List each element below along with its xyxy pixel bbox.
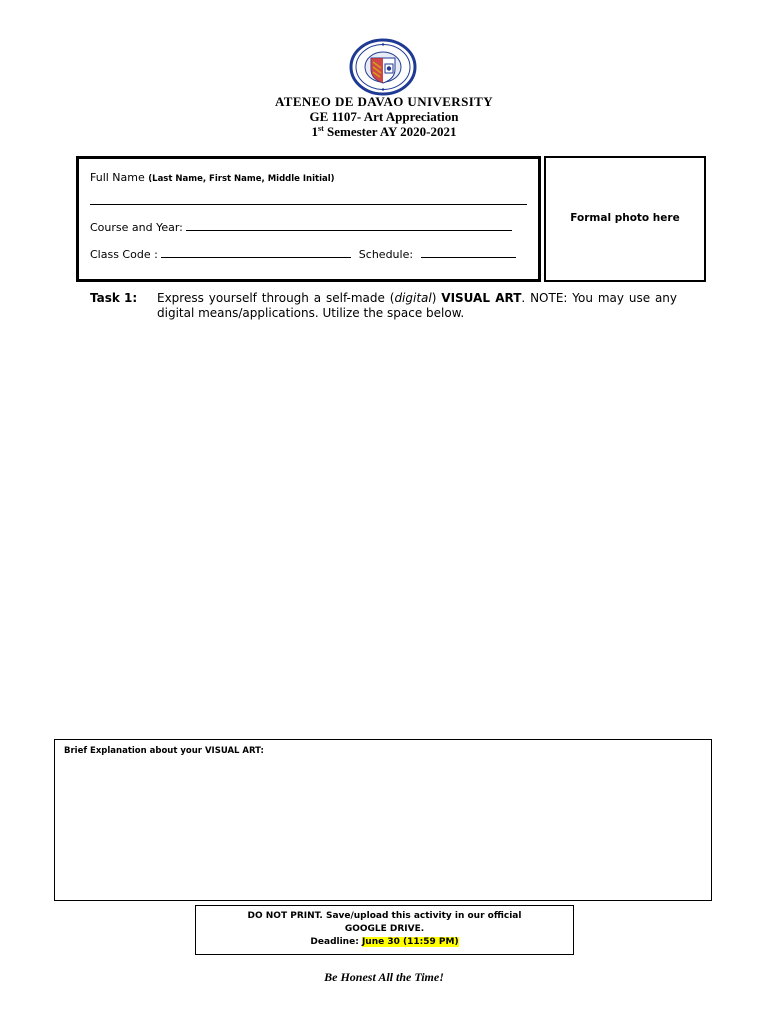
photo-box[interactable] — [544, 156, 706, 282]
university-seal — [349, 38, 417, 96]
course-title: GE 1107- Art Appreciation — [309, 109, 459, 124]
class-code-field[interactable] — [161, 249, 351, 258]
deadline-label: Deadline: — [310, 937, 362, 947]
semester-suffix: st — [317, 124, 324, 133]
explanation-label: Brief Explanation about your VISUAL ART: — [64, 746, 264, 756]
notice-line-2: GOOGLE DRIVE. — [344, 924, 425, 934]
deadline-value: June 30 (11:59 PM) — [361, 937, 459, 947]
schedule-label: Schedule: — [358, 248, 417, 261]
semester-number: 1 — [311, 124, 318, 139]
semester-line — [0, 124, 768, 140]
full-name-field[interactable] — [90, 195, 527, 208]
class-code-row — [90, 248, 516, 261]
course-year-row — [90, 221, 512, 234]
full-name-hint: (Last Name, First Name, Middle Initial) — [148, 174, 335, 184]
explanation-box[interactable] — [54, 739, 712, 901]
task-text-italic: digital — [394, 291, 432, 305]
class-code-label: Class Code : — [90, 248, 162, 261]
task-text-2: ) — [431, 291, 442, 305]
task-instructions — [157, 291, 677, 321]
notice-line-1: DO NOT PRINT. Save/upload this activity in our official — [247, 911, 522, 921]
task-text-3: . NOTE: You may use any digital means/applications. Utilize the space below. — [157, 291, 678, 320]
deadline-row — [196, 936, 573, 949]
photo-label: Formal photo here — [570, 212, 680, 224]
task-text-1: Express yourself through a self-made ( — [157, 291, 395, 305]
notice-box — [195, 905, 574, 955]
full-name-label: Full Name — [90, 171, 149, 184]
semester-text: Semester AY 2020-2021 — [323, 124, 457, 139]
full-name-row — [90, 171, 335, 184]
student-info-box — [76, 156, 541, 282]
task-text-bold: VISUAL ART — [441, 291, 522, 305]
university-name: ATENEO DE DAVAO UNIVERSITY — [274, 94, 494, 109]
task-label: Task 1: — [90, 291, 138, 305]
course-year-label: Course and Year: — [90, 221, 187, 234]
footer-motto: Be Honest All the Time! — [324, 970, 444, 984]
schedule-field[interactable] — [421, 249, 516, 258]
course-year-field[interactable] — [186, 222, 512, 231]
